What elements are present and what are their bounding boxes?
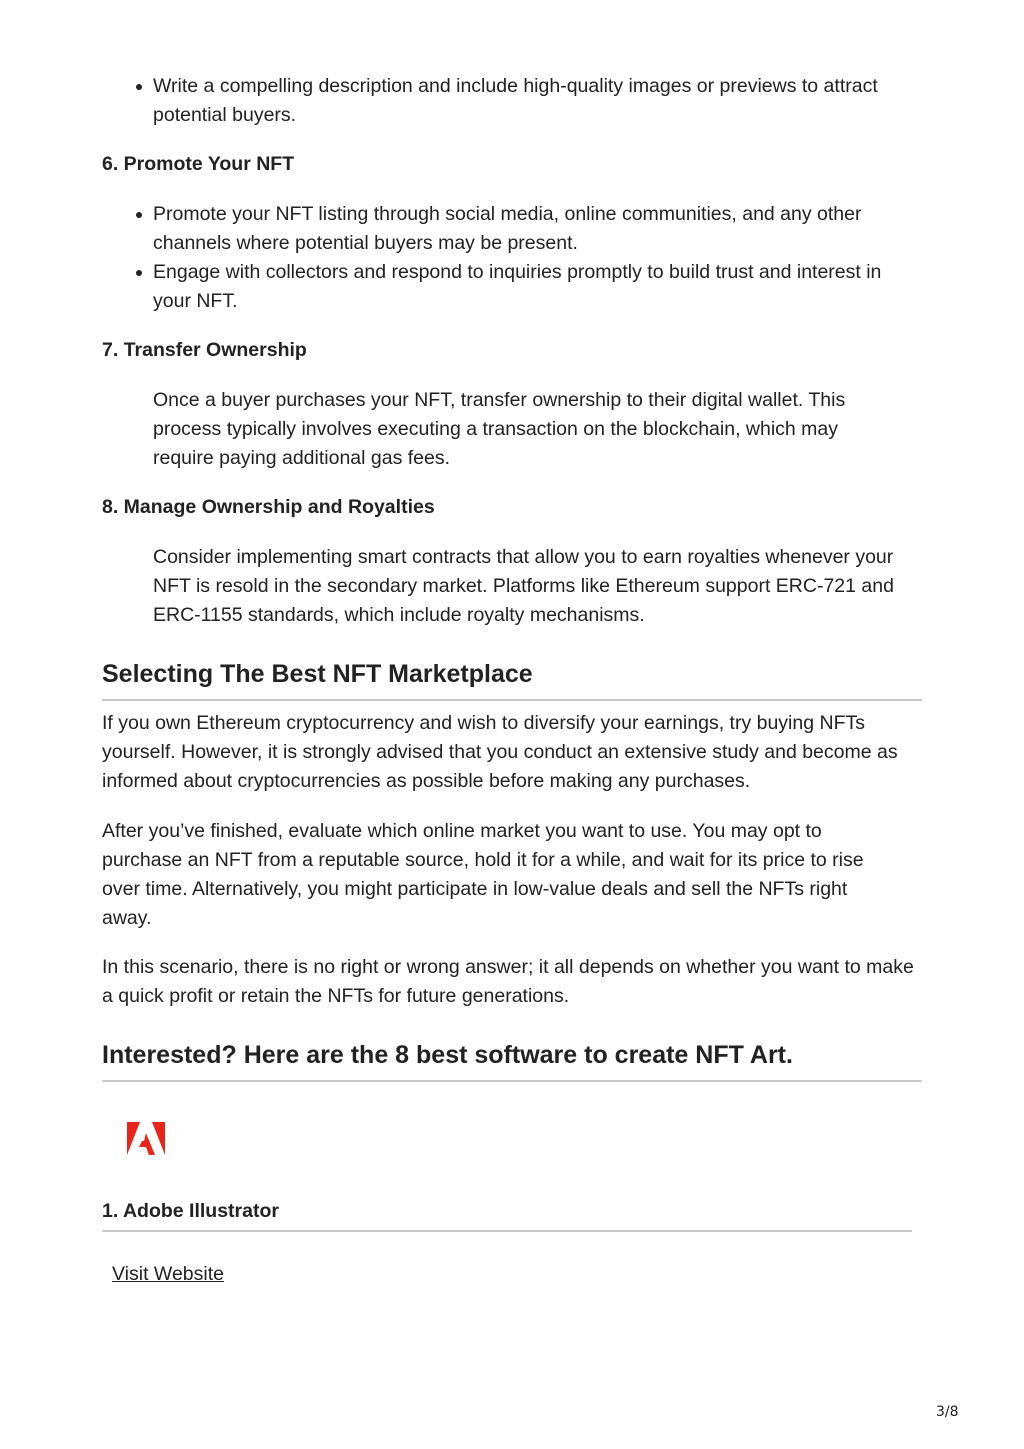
list-item: Engage with collectors and respond to inquiries promptly to build trust and interest in your NFT. [102, 258, 922, 316]
visit-website-link[interactable]: Visit Website [112, 1263, 224, 1285]
section5-bullet-list [102, 72, 922, 130]
step8-body: Consider implementing smart contracts that allow you to earn royalties whenever your NFT is resold in the secondary market. Platforms like Ethereum support ERC-721 and ERC-1155 standards, which include royalty mechanisms. [153, 546, 894, 626]
step8-heading: 8. Manage Ownership and Royalties [102, 496, 435, 518]
marketplace-paragraph: In this scenario, there is no right or wrong answer; it all depends on whether you want to make a quick profit or retain the NFTs for future generations. [102, 956, 914, 1007]
step6-heading: 6. Promote Your NFT [102, 153, 295, 175]
step6-bullet-list [102, 200, 922, 316]
list-item: Promote your NFT listing through social media, online communities, and any other channels where potential buyers may be present. [102, 200, 922, 258]
step7-heading: 7. Transfer Ownership [102, 339, 307, 361]
marketplace-paragraph: After you’ve finished, evaluate which online market you want to use. You may opt to purchase an NFT from a reputable source, hold it for a while, and wait for its price to rise over time. Alternatively, you might participate in low-value deals and sell the NFTs right away. [102, 820, 864, 929]
marketplace-heading: Selecting The Best NFT Marketplace [102, 657, 922, 701]
software-item-title: 1. Adobe Illustrator [102, 1197, 912, 1232]
list-item: Write a compelling description and include high-quality images or previews to attract potential buyers. [102, 72, 922, 130]
page-number: 3/8 [936, 1404, 959, 1420]
adobe-logo-icon [127, 1122, 165, 1156]
step7-body: Once a buyer purchases your NFT, transfer ownership to their digital wallet. This process typically involves executing a transaction on the blockchain, which may require paying additional gas fees. [153, 389, 846, 469]
software-heading: Interested? Here are the 8 best software to create NFT Art. [102, 1038, 922, 1082]
marketplace-paragraph: If you own Ethereum cryptocurrency and wish to diversify your earnings, try buying NFTs yourself. However, it is strongly advised that you conduct an extensive study and become as informed about cryptocurrencies as possible before making any purchases. [102, 712, 898, 792]
